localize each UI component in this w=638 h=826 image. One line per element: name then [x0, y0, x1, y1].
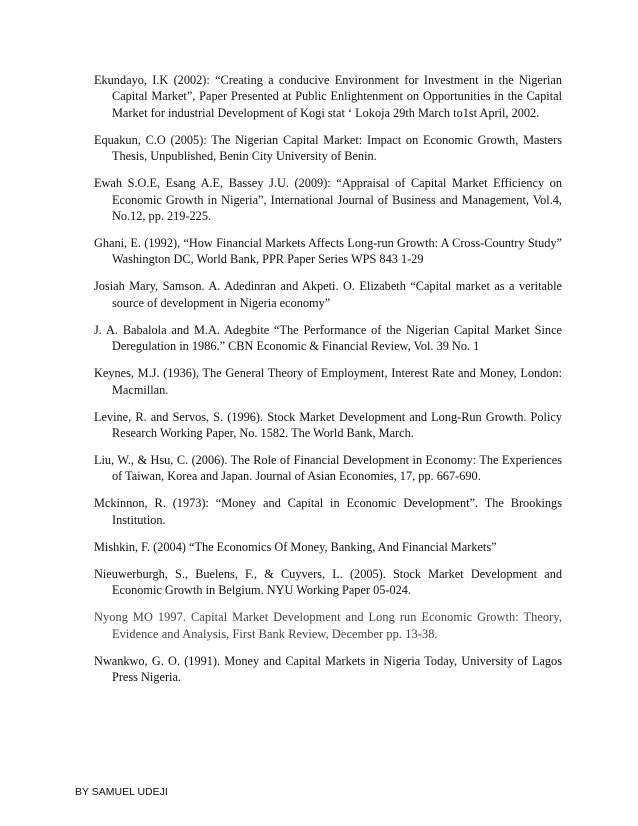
reference-entry: Equakun, C.O (2005): The Nigerian Capital Market: Impact on Economic Growth, Masters Thesis, Unpublished, Benin City University of Benin. — [94, 132, 562, 164]
reference-entry: J. A. Babalola and M.A. Adegbite “The Performance of the Nigerian Capital Market Since Deregulation in 1986.” CBN Economic & Financial Review, Vol. 39 No. 1 — [94, 322, 562, 354]
reference-list — [94, 72, 562, 696]
reference-entry: Nyong MO 1997. Capital Market Development and Long run Economic Growth: Theory, Evidence and Analysis, First Bank Review, December pp. 13-38. — [94, 610, 562, 641]
reference-entry: Levine, R. and Servos, S. (1996). Stock Market Development and Long-Run Growth. Policy Research Working Paper, No. 1582. The World Bank, March. — [94, 409, 562, 441]
reference-entry: Ekundayo, I.K (2002): “Creating a conducive Environment for Investment in the Nigerian Capital Market”, Paper Presented at Public Enlightenment on Opportunities in the Capital Market for industrial Development of Kogi stat ‘ Lokoja 29th March to1st April, 2002. — [94, 73, 562, 120]
reference-entry: Josiah Mary, Samson. A. Adedinran and Akpeti. O. Elizabeth “Capital market as a veritable source of development in Nigeria economy” — [94, 279, 562, 310]
reference-entry: Ghani, E. (1992), “How Financial Markets Affects Long-run Growth: A Cross-Country Study” Washington DC, World Bank, PPR Paper Series WPS 843 1-29 — [94, 236, 562, 267]
reference-entry: Keynes, M.J. (1936), The General Theory of Employment, Interest Rate and Money, London: Macmillan. — [94, 366, 562, 397]
reference-entry: Mckinnon, R. (1973): “Money and Capital in Economic Development”. The Brookings Institution. — [94, 496, 562, 527]
reference-entry: Nieuwerburgh, S., Buelens, F., & Cuyvers, L. (2005). Stock Market Development and Economic Growth in Belgium. NYU Working Paper 05-024. — [94, 566, 562, 598]
reference-entry: Ewah S.O.E, Esang A.E, Bassey J.U. (2009): “Appraisal of Capital Market Efficiency on Economic Growth in Nigeria”, International Journal of Business and Management, Vol.4, No.12, pp. 219-225. — [94, 176, 562, 224]
reference-entry: Nwankwo, G. O. (1991). Money and Capital Markets in Nigeria Today, University of Lagos Press Nigeria. — [94, 653, 562, 685]
reference-entry: Liu, W., & Hsu, C. (2006). The Role of Financial Development in Economy: The Experiences of Taiwan, Korea and Japan. Journal of Asian Economies, 17, pp. 667-690. — [94, 453, 562, 484]
page-footer-author: BY SAMUEL UDEJI — [75, 786, 168, 798]
reference-entry: Mishkin, F. (2004) “The Economics Of Money, Banking, And Financial Markets” — [94, 539, 497, 554]
